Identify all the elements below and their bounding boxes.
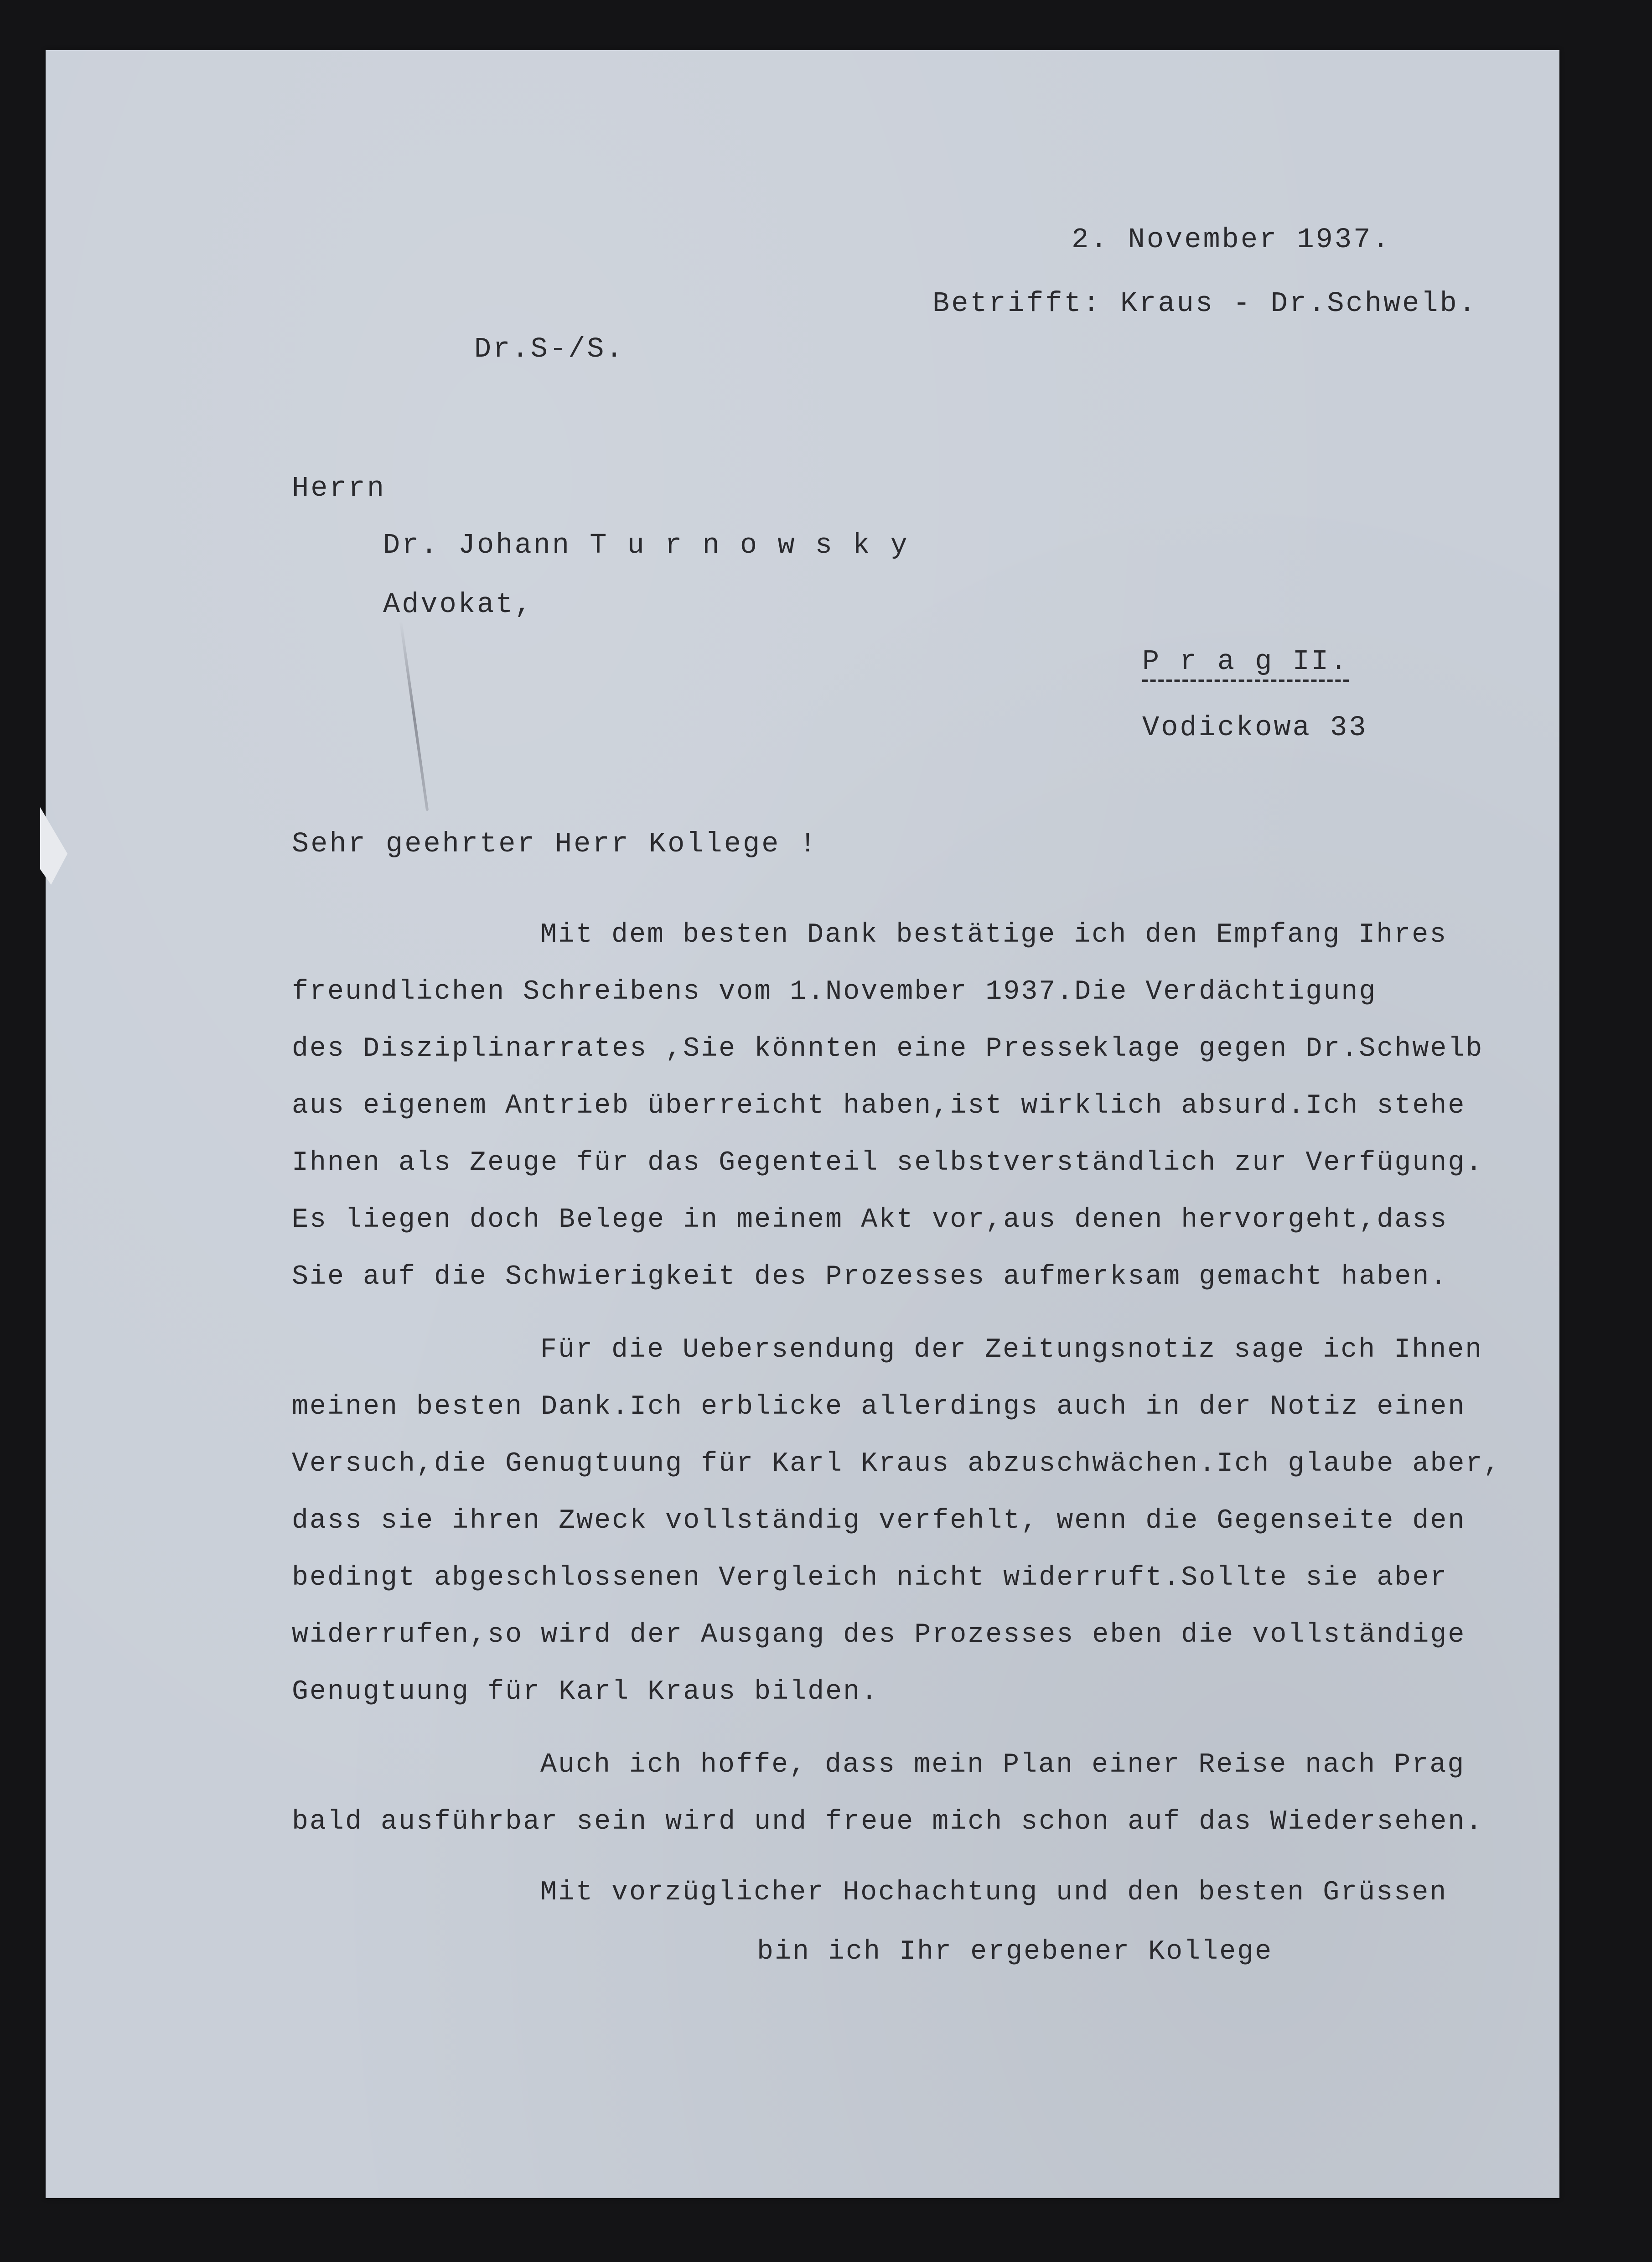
body-line: freundlichen Schreibens vom 1.November 1937.Die Verdächtigung	[292, 976, 1377, 1007]
recipient-name: Dr. Johann T u r n o w s k y	[383, 529, 909, 561]
closing-line: bin ich Ihr ergebener Kollege	[757, 1936, 1273, 1967]
body-line: Für die Uebersendung der Zeitungsnotiz sage ich Ihnen	[540, 1334, 1483, 1365]
letter-sheet	[46, 50, 1559, 2198]
body-line: Ihnen als Zeuge für das Gegenteil selbstverständlich zur Verfügung.	[292, 1147, 1484, 1178]
body-line: aus eigenem Antrieb überreicht haben,ist wirklich absurd.Ich stehe	[292, 1090, 1466, 1121]
body-line: dass sie ihren Zweck vollständig verfehlt, wenn die Gegenseite den	[292, 1505, 1466, 1536]
body-line: Sie auf die Schwierigkeit des Prozesses aufmerksam gemacht haben.	[292, 1261, 1448, 1292]
body-line: Auch ich hoffe, dass mein Plan einer Reise nach Prag	[540, 1749, 1466, 1780]
recipient-street: Vodickowa 33	[1142, 711, 1368, 744]
body-line: meinen besten Dank.Ich erblicke allerdings auch in der Notiz einen	[292, 1391, 1466, 1422]
body-line: Versuch,die Genugtuung für Karl Kraus abzuschwächen.Ich glaube aber,	[292, 1448, 1502, 1479]
salutation-line: Herrn	[292, 472, 386, 504]
body-line: des Disziplinarrates ,Sie könnten eine Presseklage gegen Dr.Schwelb	[292, 1033, 1484, 1064]
letter-subject: Betrifft: Kraus - Dr.Schwelb.	[932, 287, 1477, 320]
recipient-city: P r a g II.	[1142, 648, 1349, 682]
closing-line: Mit vorzüglicher Hochachtung und den besten Grüssen	[540, 1877, 1448, 1908]
body-line: bald ausführbar sein wird und freue mich schon auf das Wiedersehen.	[292, 1806, 1484, 1837]
recipient-title: Advokat,	[383, 588, 533, 621]
letter-date: 2. November 1937.	[1072, 223, 1391, 256]
body-line: Es liegen doch Belege in meinem Akt vor,aus denen hervorgeht,dass	[292, 1204, 1448, 1235]
body-line: Mit dem besten Dank bestätige ich den Empfang Ihres	[540, 919, 1448, 950]
body-line: widerrufen,so wird der Ausgang des Prozesses eben die vollständige	[292, 1619, 1466, 1650]
letter-reference: Dr.S-/S.	[474, 333, 625, 365]
body-line: Genugtuung für Karl Kraus bilden.	[292, 1676, 879, 1707]
letter-greeting: Sehr geehrter Herr Kollege !	[292, 828, 818, 860]
body-line: bedingt abgeschlossenen Vergleich nicht widerruft.Sollte sie aber	[292, 1562, 1448, 1593]
